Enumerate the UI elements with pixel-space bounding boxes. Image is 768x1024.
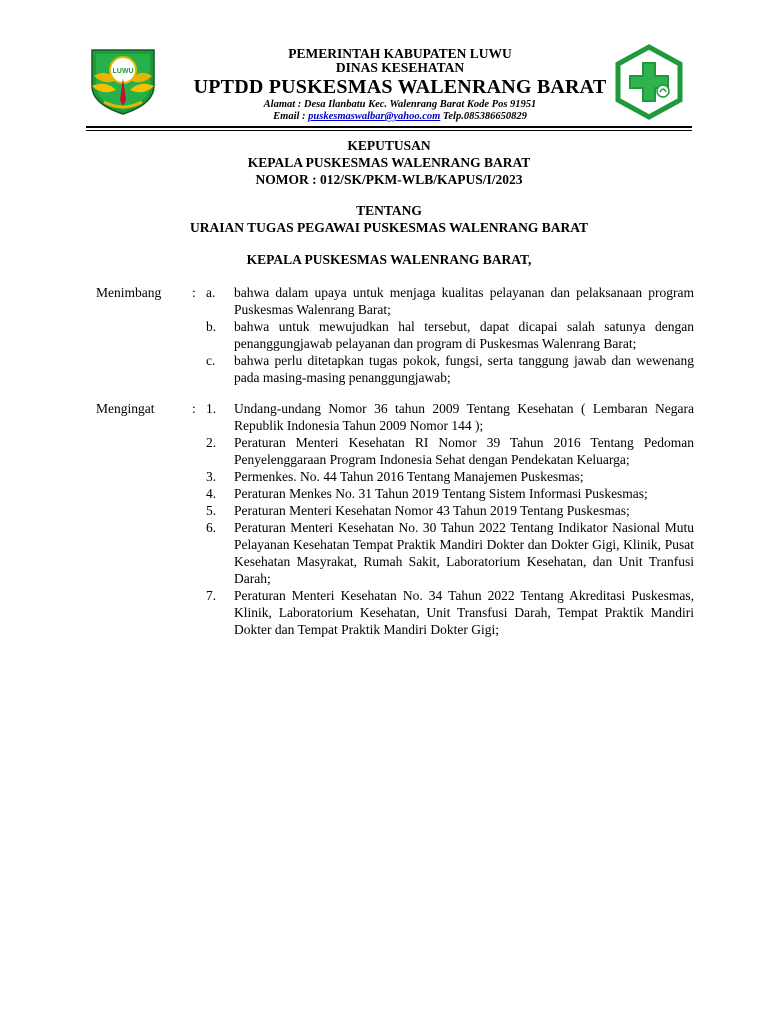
letterhead (180, 46, 620, 123)
list-text: bahwa dalam upaya untuk menjaga kualitas pelayanan dan pelaksanaan program Puskesmas Walenrang Barat; (234, 285, 694, 317)
phone-number: Telp.085386650829 (440, 111, 527, 122)
list-text: Peraturan Menteri Kesehatan RI Nomor 39 Tahun 2016 Tentang Pedoman Penyelenggaraan Program Indonesia Sehat dengan Pendekatan Keluarga; (234, 435, 694, 467)
list-item (96, 587, 694, 638)
list-item (96, 468, 694, 485)
decree-number: NOMOR : 012/SK/PKM-WLB/KAPUS/I/2023 (255, 172, 523, 187)
letterhead-divider-thin (86, 130, 692, 131)
mengingat-colon: : (192, 401, 196, 416)
decree-heading: KEPUTUSAN (347, 138, 431, 153)
list-item (96, 352, 694, 386)
menimbang-label: Menimbang (96, 285, 162, 300)
menimbang-section (96, 284, 694, 386)
email-link[interactable]: puskesmaswalbar@yahoo.com (308, 111, 441, 122)
list-text: Peraturan Menkes No. 31 Tahun 2019 Tentang Sistem Informasi Puskesmas; (234, 486, 648, 501)
emblem-lettering: LUWU (112, 68, 134, 75)
about-heading: TENTANG (356, 203, 422, 218)
list-text: bahwa untuk mewujudkan hal tersebut, dapat dicapai salah satunya dengan penanggungjawab pelayanan dan program di Puskesmas Walenrang Barat; (234, 319, 694, 351)
list-marker: 4. (206, 486, 217, 501)
list-item (96, 434, 694, 468)
list-item (96, 318, 694, 352)
luwu-regency-emblem (86, 46, 160, 116)
list-text: Peraturan Menteri Kesehatan Nomor 43 Tahun 2019 Tentang Puskesmas; (234, 503, 630, 518)
list-marker: 3. (206, 469, 217, 484)
list-marker: 2. (206, 435, 217, 450)
list-marker: 1. (206, 401, 217, 416)
puskesmas-emblem (614, 44, 684, 120)
mengingat-label: Mengingat (96, 401, 155, 416)
list-marker: c. (206, 353, 216, 368)
list-item (96, 284, 694, 318)
list-item (96, 400, 694, 434)
issuer-line: KEPALA PUSKESMAS WALENRANG BARAT, (246, 252, 532, 267)
list-marker: a. (206, 285, 216, 300)
mengingat-section (96, 400, 694, 638)
list-item (96, 519, 694, 587)
list-marker: 5. (206, 503, 217, 518)
list-marker: b. (206, 319, 217, 334)
institution-name: UPTDD PUSKESMAS WALENRANG BARAT (193, 76, 607, 98)
menimbang-colon: : (192, 285, 196, 300)
list-text: Undang-undang Nomor 36 tahun 2009 Tentang Kesehatan ( Lembaran Negara Republik Indonesia Tahun 2009 Nomor 144 ); (234, 401, 694, 433)
list-text: Peraturan Menteri Kesehatan No. 34 Tahun 2022 Tentang Akreditasi Puskesmas, Klinik, Laboratorium Kesehatan, Unit Transfusi Darah, Tempat Praktik Mandiri Dokter dan Tempat Praktik Mandiri Dokter Gigi; (234, 588, 694, 637)
list-item (96, 502, 694, 519)
government-name: PEMERINTAH KABUPATEN LUWU (288, 46, 512, 61)
list-text: bahwa perlu ditetapkan tugas pokok, fungsi, serta tanggung jawab dan wewenang pada masing-masing penanggungjawab; (234, 353, 694, 385)
decree-subject: URAIAN TUGAS PEGAWAI PUSKESMAS WALENRANG BARAT (190, 220, 588, 235)
list-text: Permenkes. No. 44 Tahun 2016 Tentang Manajemen Puskesmas; (234, 469, 584, 484)
list-marker: 7. (206, 588, 217, 603)
address-line: Alamat : Desa Ilanbatu Kec. Walenrang Barat Kode Pos 91951 (263, 99, 537, 110)
list-item (96, 485, 694, 502)
list-marker: 6. (206, 520, 217, 535)
letterhead-divider-thick (86, 126, 692, 128)
department-name: DINAS KESEHATAN (335, 60, 465, 75)
contact-line (180, 111, 620, 123)
decree-issuer-heading: KEPALA PUSKESMAS WALENRANG BARAT (247, 155, 531, 170)
list-text: Peraturan Menteri Kesehatan No. 30 Tahun 2022 Tentang Indikator Nasional Mutu Pelayanan Kesehatan Tempat Praktik Mandiri Dokter dan Dokter Gigi, Klinik, Pusat Kesehatan Masyrakat, Rumah Sakit, Laboratorium Kesehatan, dan Unit Tranfusi Darah; (234, 520, 694, 586)
email-label: Email : (273, 111, 309, 122)
